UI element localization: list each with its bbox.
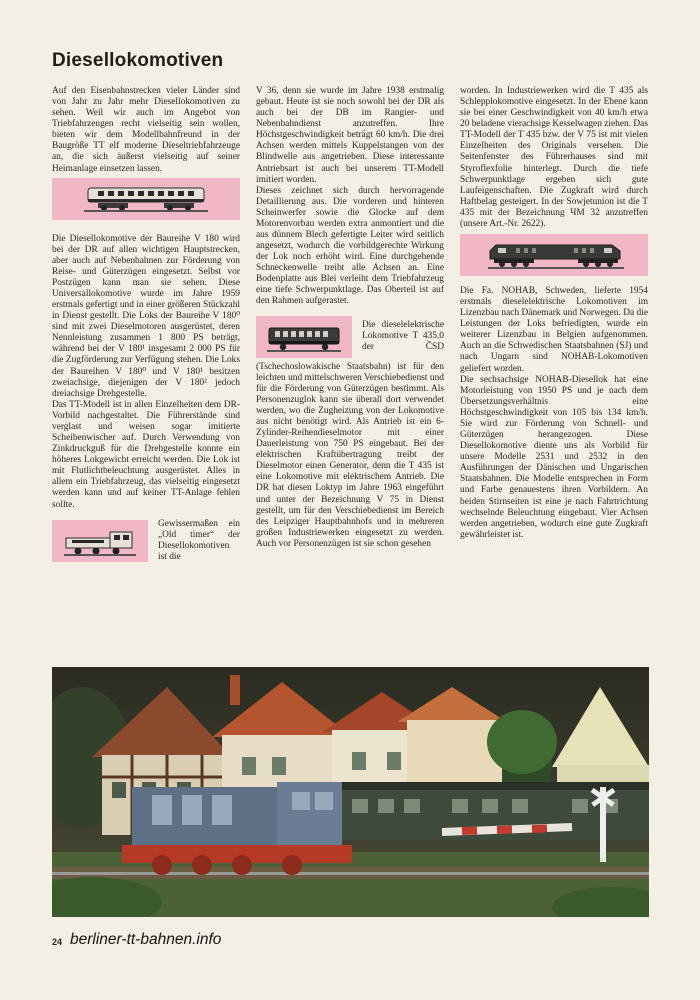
text-column-3: [460, 86, 648, 668]
paragraph: Die dieselelektrische Lokomotive T 435.0 der ČSD (Tschechoslowakische Staatsbahn) ist für den leichten und mittelschweren Verschiebedienst und für die Förderung von Güterzügen bestimmt. Als Personenzuglok kann sie überall dort verwendet werden, wo die Zugheizung von der Lokomotive aus nicht benötigt wird. Als Antrieb ist ein 6-Zylinder-Reihendieselmotor mit einer Dauerleistung von 750 PS eingebaut. Bei der elektrischen Kraftübertragung treibt der Dieselmotor einen Generator, denn die T 435 ist eine Lokomotive mit elektrischem Antrieb. Die DR hat diesen Loktyp im Jahre 1963 eingeführt und unter der Bezeichnung V 75 in Dienst gestellt, um für den Verschiebedienst im Bereich des Leipziger Hauptbahnhofs und in mehreren großen Industriewerken eingesetzt zu werden. Auch vor Personenzügen ist sie schon gesehen: [256, 319, 444, 549]
paragraph: Auf den Eisenbahnstrecken vieler Länder sind von Jahr zu Jahr mehr Diesellokomotiven zu sehen. Weil wir auch im Angebot von Triebfahrzeugen recht vielseitig sein wollen, bieten wir dem Modellbahnfreund in der Baugröße TT elf moderne Dieseltriebfahrzeuge an, die sich äußerst vielseitig auf seiner Heimanlage einsetzen lassen.: [52, 86, 240, 174]
t435-illustration-box: [256, 316, 352, 358]
paragraph: Die Fa. NOHAB, Schweden, lieferte 1954 erstmals dieselelektrische Lokomotiven im Lizenzbau nach Dänemark und Norwegen. Da die Leistungen der Loks befriedigten, wurde ein weiterer Lizenzbau in Belgien aufgenommen. Auch an die Schwedischen Staatsbahnen (SJ) und nach Ungarn sind NOHAB-Lokomotiven geliefert worden.: [460, 286, 648, 374]
nohab-locomotive-icon: [488, 241, 624, 269]
paragraph: Dieses zeichnet sich durch hervorragende Detaillierung aus. Die vorderen und hinteren Scheinwerfer sowie die Glocke auf dem Motorenvorbau werden extra anmontiert und die aus dünnem Blech gefertigte Leiter wird seitlich angesetzt, wodurch die vorbildgerechte Wirkung der Lok noch erhöht wird. Eine durchgehende Schneckenwelle treibt alle Achsen an. Eine Bodenplatte aus Blei verleiht dem Triebfahrzeug eine tiefe Schwerpunktlage. Das Oberteil ist auf den Rahmen aufgerastet.: [256, 185, 444, 307]
paragraph: V 36, denn sie wurde im Jahre 1938 erstmalig gebaut. Heute ist sie noch sowohl bei der DR als auch bei der DB im Rangier- und Nebenbahndienst anzutreffen. Ihre Höchstgeschwindigkeit beträgt 60 km/h. Die drei Achsen werden mittels Kuppelstangen von der Blindwelle aus angetrieben. Diese interessante Antriebsart ist auch bei unserem TT-Modell imitiert worden.: [256, 86, 444, 185]
paragraph: Die sechsachsige NOHAB-Diesellok hat eine Motorleistung von 1950 PS und je nach dem Übersetzungsverhältnis eine Höchstgeschwindigkeit von 105 bis 134 km/h. Sie wird zur Förderung von Schnell- und Güterzügen herangezogen. Diese Diesellokomotive diente uns als Vorbild für unsere Modelle 2531 und 2532 in den Ausführungen der Dänischen und Ungarischen Staatsbahnen. Die Modelle entsprechen in Form und Farbe genauestens ihren Vorbildern. An beiden Stirnseiten ist eine je nach Fahrtrichtung wechselnde Beleuchtung eingebaut. Vier Achsen werden angetrieben, wodurch eine gute Zugkraft gewährleistet ist.: [460, 374, 648, 540]
v180-illustration-box: [52, 178, 240, 220]
v36-locomotive-icon: [64, 530, 136, 556]
model-railway-photo: [52, 667, 649, 917]
paragraph: Die Diesellokomotive der Baureihe V 180 wird bei der DR auf allen wichtigen Hauptstrecken, aber auch auf Nebenbahnen zur Förderung von Reise- und Güterzügen eingesetzt. Selbst vor Postzügen kann man sie sehen. Diese Universallokomotive wurde im Jahre 1959 erstmals gefertigt und in einer größeren Stückzahl in Dienst gestellt. Die Loks der Baureihe V 180⁰ sind mit zwei Dieselmotoren ausgerüstet, deren Nennleistung zusammen 1 800 PS beträgt, während bei der V 180¹ insgesamt 2 000 PS für die Zugförderung zur Verfügung stehen. Die Loks der Baureihen V 180⁰ und V 180¹ besitzen zweiachsige, diejenigen der V 180² jedoch dreiachsige Drehgestelle.: [52, 233, 240, 399]
v36-illustration-box: [52, 520, 148, 562]
nohab-illustration-box: [460, 234, 648, 276]
paragraph: Gewissermaßen ein „Old timer“ der Diesellokomotiven ist die: [158, 518, 240, 562]
page-title: Diesellokomotiven: [52, 50, 224, 71]
page-number: 24: [52, 937, 63, 947]
v180-locomotive-icon: [84, 186, 208, 212]
paragraph: Das TT-Modell ist in allen Einzelheiten dem DR-Vorbild nachgestaltet. Die Führerstände sind verglast und weisen sogar imitierte Scheibenwischer auf. Durch Verwendung von Zinkdruckguß für die Drehgestelle konnte ein höheres Lokgewicht erreicht werden. Die Lok ist mit Flutlichtbeleuchtung ausgerüstet. Alles in allem ein Triebfahrzeug, das vielseitig eingesetzt werden kann und auf keiner TT-Anlage fehlen sollte.: [52, 399, 240, 510]
text-column-2: [256, 86, 444, 668]
paragraph: worden. In Industriewerken wird die T 435 als Schlepplokomotive eingesetzt. In der Ebene kann sie bei einer Geschwindigkeit von 40 km/h etwa 20 beladene vierachsige Kesselwagen ziehen. Das TT-Modell der T 435 bzw. der V 75 ist mit vielen Einzelheiten des Originals versehen. Die Seitenfenster des Führerhauses sind mit Styroflexfolie hinterlegt. Durch die tiefe Schwerpunktlage ergeben sich gute Laufeigenschaften. Die Zugkraft wird durch Haftbelag gesteigert. In der Sowjetunion ist die T 435 mit der Bezeichnung ЧМ 32 anzutreffen (unsere Art.-Nr. 2622).: [460, 86, 648, 229]
source-url-watermark: berliner-tt-bahnen.info: [70, 931, 222, 948]
model-railway-scene-image: [52, 667, 649, 917]
t435-locomotive-icon: [267, 324, 341, 352]
text-column-1: [52, 86, 240, 668]
